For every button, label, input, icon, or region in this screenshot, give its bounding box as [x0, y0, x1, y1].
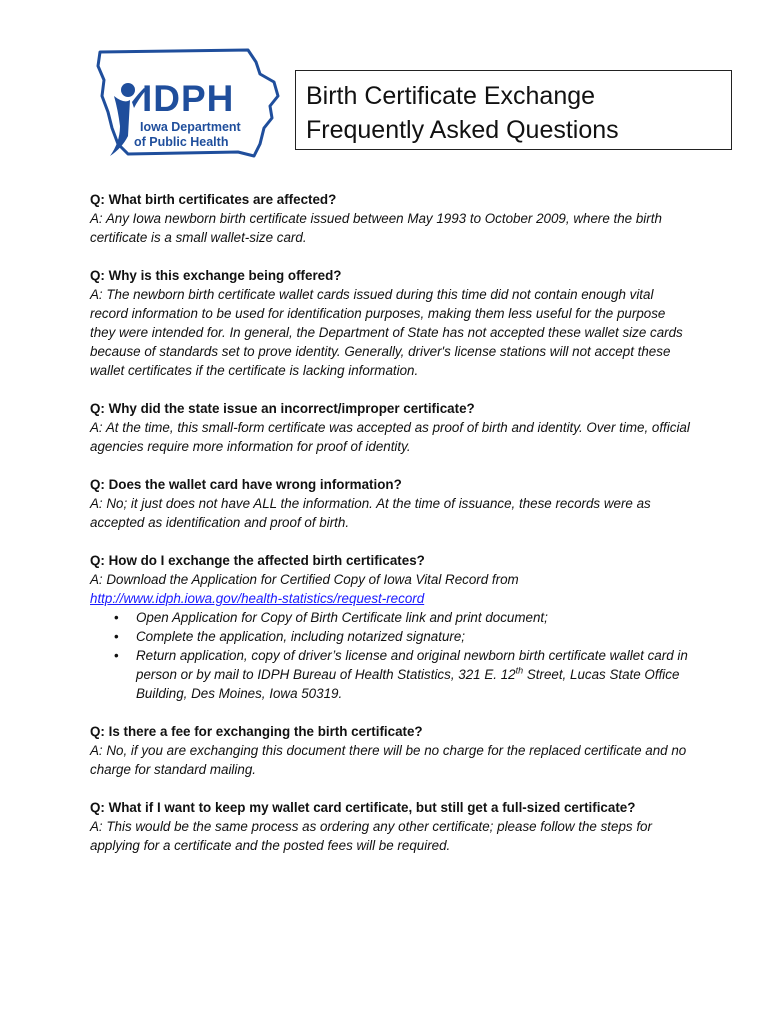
faq-item [90, 475, 690, 532]
bullet-icon: • [114, 629, 119, 644]
list-item [114, 627, 690, 646]
bullet-icon: • [114, 610, 119, 625]
faq-item [90, 190, 690, 247]
faq-question: Q: Does the wallet card have wrong information? [90, 477, 402, 492]
faq-item [90, 266, 690, 380]
faq-list [90, 190, 690, 874]
faq-question: Q: How do I exchange the affected birth certificates? [90, 553, 425, 568]
faq-answer: A: The newborn birth certificate wallet cards issued during this time did not contain enough vital record information to be used for identification purposes, making them less useful for the purpose they were intended for. In general, the Department of State has not accepted these wallet size cards because of standards set to prove identity. Generally, driver's license stations will not accept these wallet certificates if the certificate is lacking information. [90, 287, 683, 378]
faq-question: Q: Why did the state issue an incorrect/improper certificate? [90, 401, 475, 416]
faq-answer: A: At the time, this small-form certificate was accepted as proof of birth and identity. Over time, official agencies require more information for proof of identity. [90, 420, 690, 454]
step-text: Street, Lucas State Office Building, Des Moines, Iowa 50319. [136, 667, 680, 701]
faq-item [90, 798, 690, 855]
faq-answer: A: Any Iowa newborn birth certificate issued between May 1993 to October 2009, where the birth certificate is a small wallet-size card. [90, 211, 662, 245]
request-record-link[interactable]: http://www.idph.iowa.gov/health-statistics/request-record [90, 591, 425, 606]
faq-item [90, 722, 690, 779]
logo-line2: of Public Health [134, 135, 229, 149]
faq-answer: A: Download the Application for Certified Copy of Iowa Vital Record from [90, 572, 519, 587]
faq-question: Q: What if I want to keep my wallet card certificate, but still get a full-sized certificate? [90, 800, 636, 815]
title-line-2: Frequently Asked Questions [306, 116, 619, 144]
list-item [114, 608, 690, 627]
bullet-icon: • [114, 648, 119, 663]
title-line-1: Birth Certificate Exchange [306, 82, 596, 110]
step-text: Complete the application, including notarized signature; [136, 629, 466, 644]
logo-line1: Iowa Department [140, 120, 241, 134]
faq-question: Q: Why is this exchange being offered? [90, 268, 342, 283]
logo-acronym: IDPH [142, 78, 235, 119]
faq-answer: A: No; it just does not have ALL the information. At the time of issuance, these records were as accepted as identification and proof of birth. [90, 496, 651, 530]
idph-logo [88, 44, 288, 174]
faq-question: Q: What birth certificates are affected? [90, 192, 337, 207]
faq-answer: A: This would be the same process as ordering any other certificate; please follow the steps for applying for a certificate and the posted fees will be required. [90, 819, 652, 853]
faq-item [90, 399, 690, 456]
faq-item-exchange [90, 551, 690, 703]
exchange-steps-list [90, 608, 690, 703]
superscript: th [515, 665, 524, 676]
step-text: Open Application for Copy of Birth Certificate link and print document; [136, 610, 548, 625]
title-box [295, 70, 732, 150]
faq-question: Q: Is there a fee for exchanging the birth certificate? [90, 724, 423, 739]
list-item [114, 646, 690, 703]
faq-answer: A: No, if you are exchanging this document there will be no charge for the replaced certificate and no charge for standard mailing. [90, 743, 687, 777]
step-text: Return application, copy of driver’s license and original newborn birth certificate wallet card in person or by mail to IDPH Bureau of Health Statistics, 321 E. 12 [136, 648, 688, 682]
